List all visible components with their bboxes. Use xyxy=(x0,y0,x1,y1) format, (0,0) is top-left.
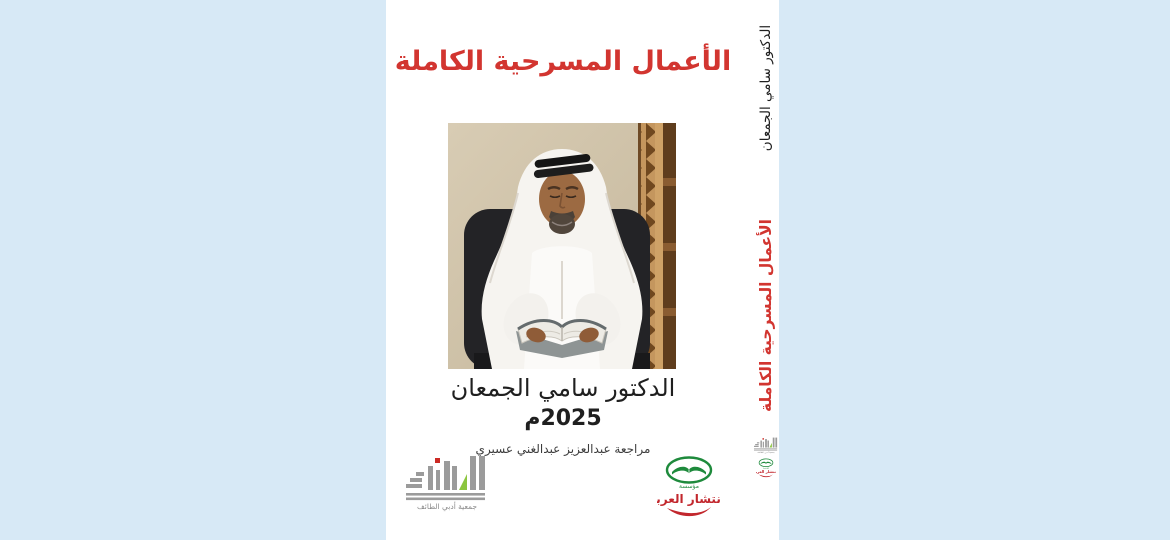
cover-year: 2025م xyxy=(524,406,602,431)
spine-title: الأعمال المسرحية الكاملة xyxy=(757,219,775,413)
book xyxy=(386,0,779,540)
book-spine xyxy=(740,0,779,540)
author-photo xyxy=(448,123,676,369)
spine-arab-diffusion-logo xyxy=(756,458,776,480)
spine-author: الدكتور سامي الجمعان xyxy=(758,24,774,152)
taif-literary-club-logo xyxy=(402,454,492,512)
cover-author: الدكتور سامي الجمعان xyxy=(450,374,676,402)
spine-taif-logo xyxy=(753,437,779,454)
cover-review-credit: مراجعة عبدالعزيز عبدالغني عسيري xyxy=(475,442,651,456)
arab-diffusion-publisher-logo xyxy=(657,455,721,525)
cover-title: الأعمال المسرحية الكاملة xyxy=(394,46,732,77)
